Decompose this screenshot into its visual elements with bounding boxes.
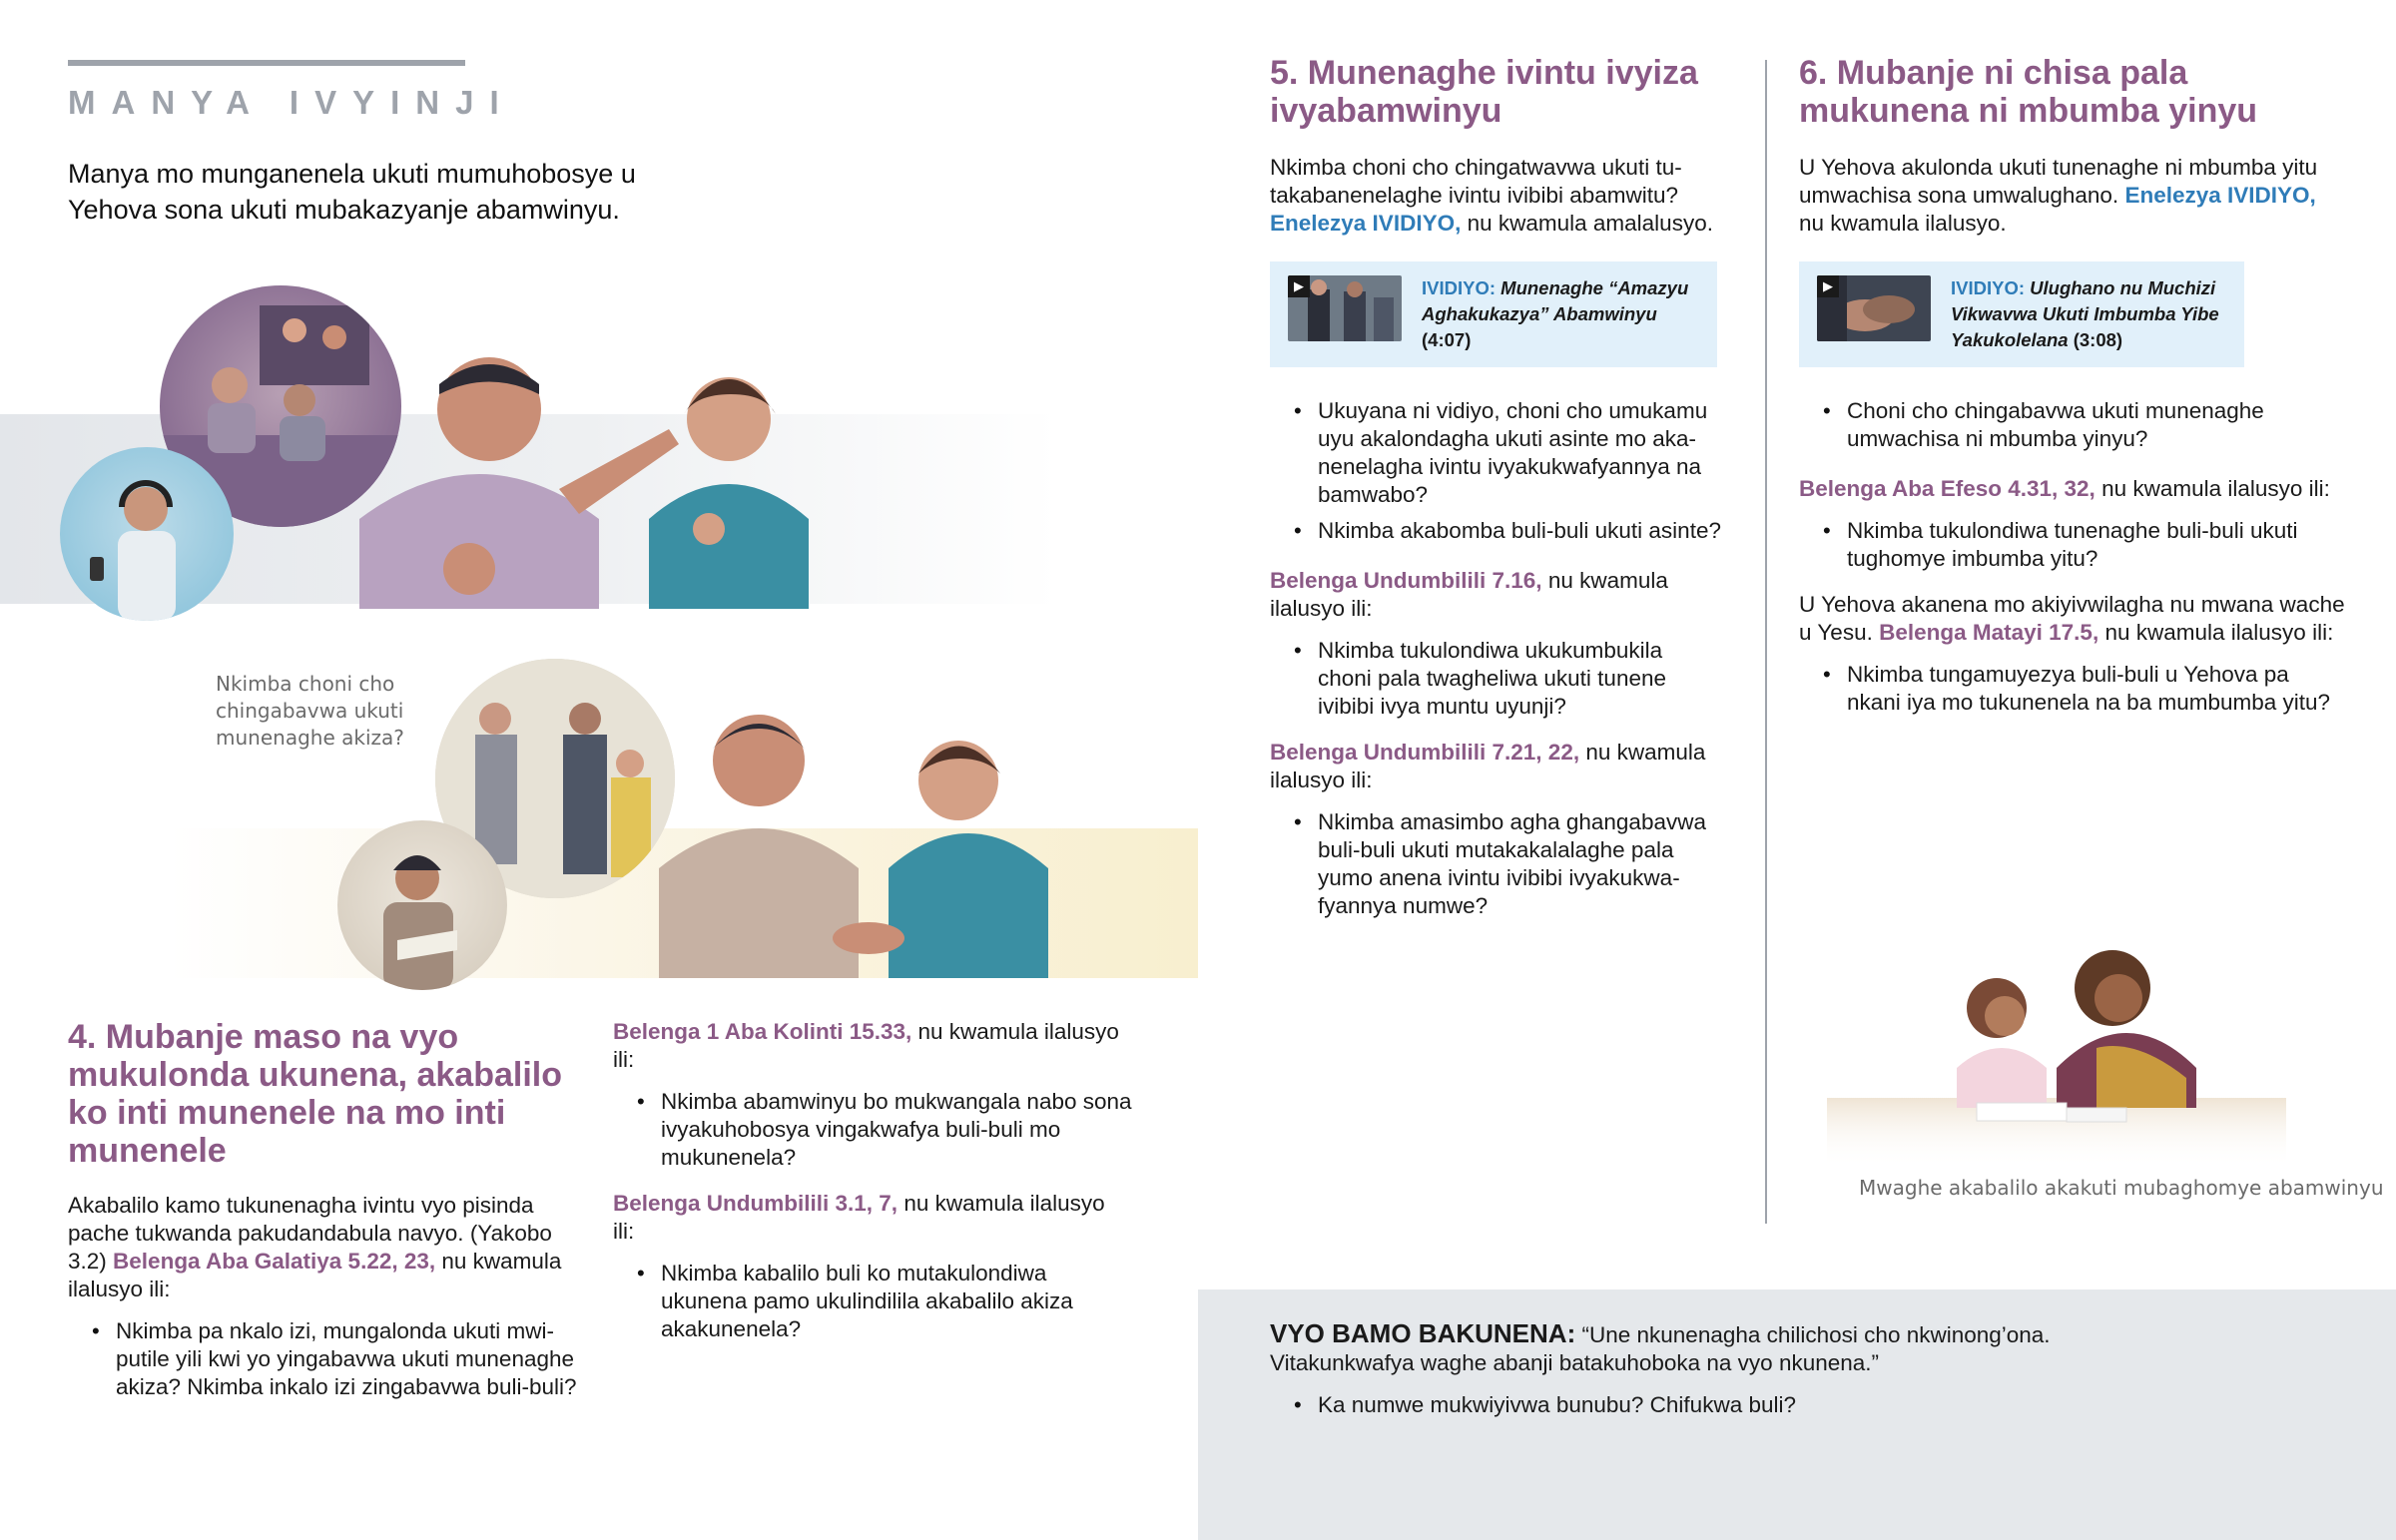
section-5-bullet-2: • Nkimba akabomba buli-buli ukuti asinte?	[1270, 517, 1721, 545]
section-6-after-link: nu kwamula ilalusyo.	[1799, 211, 2007, 236]
section-4-scripture-link[interactable]: Belenga Aba Galatiya 5.22, 23,	[113, 1249, 436, 1274]
section-6-video-link[interactable]: Enelezya IVIDIYO,	[2124, 183, 2316, 208]
section-4-bullets	[68, 1317, 577, 1401]
mother-child-drawing-figure	[1827, 898, 2286, 1168]
section-6-body	[1799, 154, 2346, 238]
section-6-bullets-2	[1799, 517, 2346, 573]
section-6-video-box[interactable]	[1799, 261, 2244, 367]
section-4-after-ref2: nu kwamula ilalusyo ili:	[613, 1019, 1119, 1072]
section-4-ref3-line	[613, 1190, 1132, 1246]
section-5-video-thumbnail[interactable]	[1288, 275, 1402, 341]
section-6-paragraph: U Yehova akulonda ukuti tunenaghe ni mbumba yitu umwachisa sona umwalughano.	[1799, 155, 2318, 208]
play-icon[interactable]: ▶	[1288, 275, 1310, 297]
section-6-bullets-3	[1799, 661, 2346, 717]
section-5-video-box[interactable]	[1270, 261, 1717, 367]
section-4-after-ref3: nu kwamula ilalusyo ili:	[613, 1191, 1105, 1244]
video-duration: (3:08)	[2073, 329, 2123, 350]
quote-label: VYO BAMO BAKUNENA:	[1270, 1318, 1576, 1348]
section-5-ref1-bullets	[1270, 637, 1721, 721]
section-6-bullet-1: • Choni cho chingabavwa ukuti munenaghe umwachisa ni mbumba yinyu?	[1799, 397, 2346, 453]
section-6-scripture-link-1[interactable]: Belenga Aba Efeso 4.31, 32,	[1799, 476, 2096, 501]
video-title: Munenaghe “Amazyu Aghakukazya” Abamwinyu	[1422, 277, 1689, 324]
video-duration: (4:07)	[1422, 329, 1472, 350]
section-4-after-ref: nu kwamula ilalusyo ili:	[68, 1249, 562, 1301]
header-rule	[68, 60, 465, 66]
section-6-bullet-3: • Nkimba tungamuyezya buli-buli u Yehova pa nkani iya mo tukunenela na ba mumbumba yitu?	[1799, 661, 2346, 717]
section-4-bullet: • Nkimba pa nkalo izi, mungalonda ukuti mwiputile yili kwi yo yingabavwa ukuti munenaghe akiza? Nkimba inkalo izi zingabavwa buli-buli?	[68, 1317, 577, 1401]
video-title: Ulughano nu Muchizi Vikwavwa Ukuti Imbumba Yibe Yakukolelana	[1951, 277, 2219, 350]
quote-bullet: • Ka numwe mukwiyivwa bunubu? Chifukwa buli?	[1270, 1391, 2128, 1419]
section-4-heading: 4. Mubanje maso na vyo mukulonda ukunena, akabalilo ko inti munenele na mo inti munenele	[68, 1018, 562, 1170]
section-5	[1270, 54, 1721, 928]
section-4-scripture-link-2[interactable]: Belenga 1 Aba Kolinti 15.33,	[613, 1019, 912, 1044]
reading-man-circle-image	[337, 820, 507, 990]
section-4-ref2-line	[613, 1018, 1132, 1074]
intro-text: Manya mo munganenela ukuti mumuhobosye u Yehova sona ukuti mubakazyanje abamwinyu.	[68, 159, 636, 225]
section-4-paragraph: Akabalilo kamo tukunenagha ivintu vyo pisinda pache tukwanda pakudandabula navyo. (Yakobo 3.2)	[68, 1193, 552, 1274]
section-6-after-ref1: nu kwamula ilalusyo ili:	[2101, 476, 2330, 501]
section-5-ref1-bullet: • Nkimba tukulondiwa ukukumbukila choni pala twagheliwa ukuti tunene ivibibi ivya muntu uyunji?	[1270, 637, 1721, 721]
section-5-bullet-1: • Ukuyana ni vidiyo, choni cho umukamu uyu akalondagha ukuti asinte mo akanenelagha ivintu ivyakukwafyannya na bamwabo?	[1270, 397, 1721, 509]
section-5-ref2-bullets	[1270, 808, 1721, 920]
section-4-bullets-3	[613, 1260, 1132, 1343]
section-6	[1799, 54, 2346, 725]
section-6-paragraph-2: U Yehova akanena mo akiyivwilagha nu mwana wache u Yesu.	[1799, 592, 2345, 645]
section-6-video-text	[1951, 275, 2226, 353]
quote-box	[1198, 1289, 2396, 1540]
section-6-scripture-link-2[interactable]: Belenga Matayi 17.5,	[1879, 620, 2099, 645]
section-6-image-caption: Mwaghe akabalilo akakuti mubaghomye abamwinyu	[1859, 1176, 2384, 1200]
section-6-after-ref2: nu kwamula ilalusyo ili:	[2104, 620, 2334, 645]
section-5-heading: 5. Munenaghe ivintu ivyiza ivyabamwinyu	[1270, 54, 1698, 130]
section-5-after-ref1: nu kwamula ilalusyo ili:	[1270, 568, 1668, 621]
section-5-paragraph: Nkimba choni cho chingatwavwa ukuti tutakabanenelaghe ivintu ivibibi abamwitu?	[1270, 155, 1682, 208]
video-label: IVIDIYO:	[1951, 277, 2026, 298]
section-5-after-link: nu kwamula amalalusyo.	[1467, 211, 1713, 236]
page-title: MANYA IVYINJI	[68, 84, 515, 121]
column-divider	[1765, 60, 1767, 1224]
section-6-ref1-line	[1799, 475, 2346, 503]
section-6-para2	[1799, 591, 2346, 647]
section-5-ref1-line	[1270, 567, 1721, 623]
section-5-video-bullets	[1270, 397, 1721, 545]
illustration-question-caption: Nkimba choni cho chingabavwa ukuti munenaghe akiza?	[216, 672, 404, 750]
section-6-bullet-2: • Nkimba tukulondiwa tunenaghe buli-buli ukuti tughomye imbumba yitu?	[1799, 517, 2346, 573]
couple-talking-figure	[649, 699, 1088, 978]
quote-text: “Une nkunenagha chilichosi cho nkwinong’ona. Vitakunkwafya waghe abanji batakuhoboka na vyo nkunena.”	[1270, 1322, 2051, 1375]
woman-listening-figure	[639, 359, 819, 609]
section-6-video-thumbnail[interactable]	[1817, 275, 1931, 341]
quote-bullets	[1270, 1391, 2128, 1427]
section-4-scripture-link-3[interactable]: Belenga Undumbilili 3.1, 7,	[613, 1191, 898, 1216]
headphones-man-circle-image	[60, 447, 234, 621]
section-4-bullets-2	[613, 1088, 1132, 1172]
section-4-bullet-3: • Nkimba kabalilo buli ko mutakulondiwa ukunena pamo ukulindilila akabalilo akiza akakunenela?	[613, 1260, 1132, 1343]
section-5-after-ref2: nu kwamula ilalusyo ili:	[1270, 740, 1706, 792]
section-6-heading: 6. Mubanje ni chisa pala mukunena ni mbumba yinyu	[1799, 54, 2258, 130]
section-6-bullets-1	[1799, 397, 2346, 453]
section-5-scripture-link-1[interactable]: Belenga Undumbilili 7.16,	[1270, 568, 1542, 593]
section-5-ref2-bullet: • Nkimba amasimbo agha ghangabavwa buli-buli ukuti mutakakalalaghe pala yumo anena ivintu ivibibi ivyakukwafyannya numwe?	[1270, 808, 1721, 920]
section-5-scripture-link-2[interactable]: Belenga Undumbilili 7.21, 22,	[1270, 740, 1580, 765]
play-icon[interactable]: ▶	[1817, 275, 1839, 297]
section-4-bullet-2: • Nkimba abamwinyu bo mukwangala nabo sona ivyakuhobosya vingakwafya buli-buli mo mukunenela?	[613, 1088, 1132, 1172]
section-5-body	[1270, 154, 1721, 238]
section-5-video-link[interactable]: Enelezya IVIDIYO,	[1270, 211, 1462, 236]
video-label: IVIDIYO:	[1422, 277, 1497, 298]
quote-text-block	[1270, 1319, 2128, 1377]
section-5-ref2-line	[1270, 739, 1721, 794]
section-5-video-text	[1422, 275, 1699, 353]
section-4	[68, 1018, 577, 1409]
section-4-continued	[613, 1018, 1132, 1351]
section-4-body	[68, 1192, 567, 1303]
